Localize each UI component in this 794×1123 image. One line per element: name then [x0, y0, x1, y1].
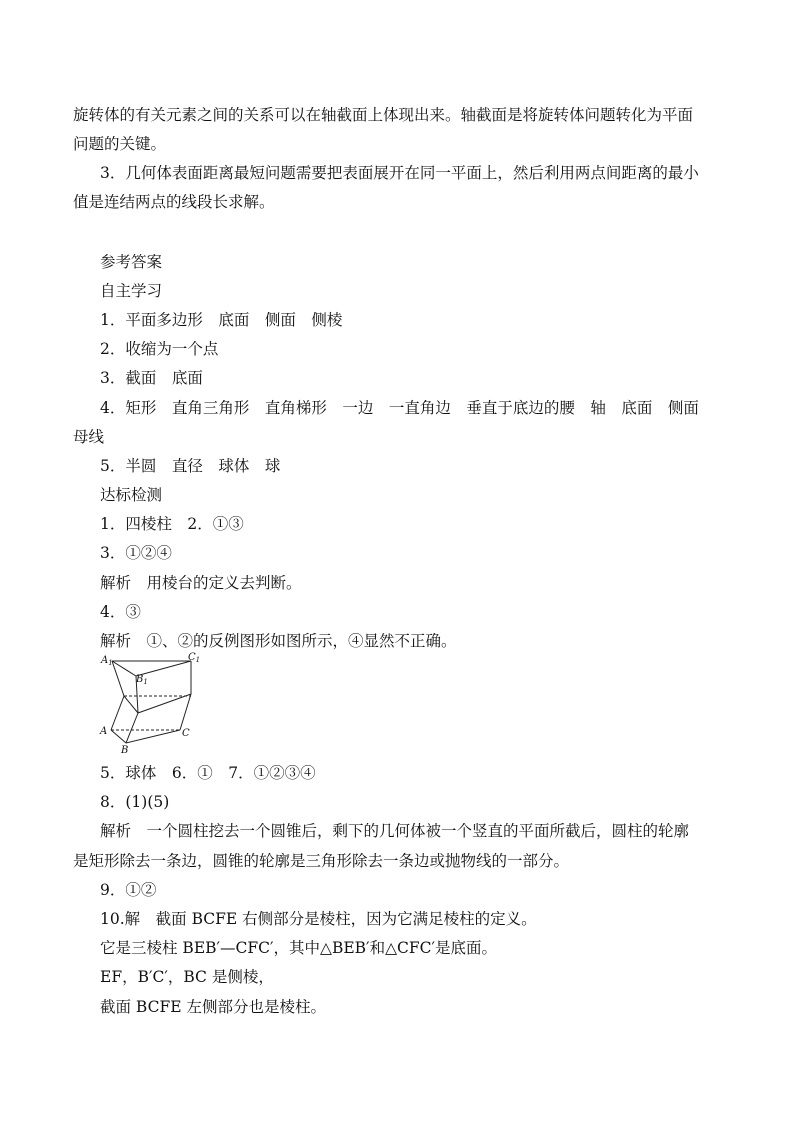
edge-ab	[111, 730, 126, 743]
answer-line: 1．四棱柱 2．①③	[100, 515, 244, 533]
answer-line: 9．①②	[100, 881, 157, 899]
answer-line: 它是三棱柱 BEB′—CFC′，其中△BEB′和△CFC′是底面。	[100, 939, 497, 957]
answer-line: 4．③	[100, 603, 141, 621]
paragraph-line: 问题的关键。	[73, 135, 167, 153]
paragraph-line: 值是连结两点的线段长求解。	[73, 193, 275, 211]
analysis-line: 是矩形除去一条边，圆锥的轮廓是三角形除去一条边或抛物线的一部分。	[73, 852, 570, 870]
analysis-line: 解析 一个圆柱挖去一个圆锥后，剩下的几何体被一个竖直的平面所截后，圆柱的轮廓	[100, 822, 690, 840]
label-c: C	[182, 728, 190, 739]
answer-line: 3．截面 底面	[100, 369, 203, 387]
answer-line: 4．矩形 直角三角形 直角梯形 一边 一直角边 垂直于底边的腰 轴 底面 侧面	[100, 399, 699, 417]
paragraph-line: 旋转体的有关元素之间的关系可以在轴截面上体现出来。轴截面是将旋转体问题转化为平面	[73, 106, 694, 124]
edge-bc	[126, 730, 180, 743]
edge-mid-right	[138, 694, 191, 713]
answer-line: 母线	[73, 428, 105, 446]
prism-counterexample-figure	[98, 652, 210, 754]
edge-c-lower	[180, 694, 191, 730]
analysis-line: 解析 ①、②的反例图形如图所示，④显然不正确。	[100, 632, 457, 650]
answer-line: 10.解 截面 BCFE 右侧部分是棱柱，因为它满足棱柱的定义。	[100, 910, 537, 928]
label-a: A	[100, 726, 108, 737]
answer-line: 截面 BCFE 左侧部分也是棱柱。	[100, 998, 326, 1016]
edge-a1b1	[112, 661, 136, 676]
answer-line: 1．平面多边形 底面 侧面 侧棱	[100, 311, 343, 329]
section-heading-answers: 参考答案	[100, 253, 163, 271]
subsection-heading: 自主学习	[100, 282, 163, 300]
edge-a-lower	[111, 696, 124, 730]
edge-mid-left	[124, 696, 138, 713]
label-b: B	[121, 745, 129, 754]
answer-line: 2．收缩为一个点	[100, 340, 219, 358]
answer-line: 8．(1)(5)	[100, 793, 170, 811]
edge-b1c1	[136, 661, 191, 676]
answer-line: EF，B′C′，BC 是侧棱，	[100, 968, 274, 986]
answer-line: 5．半圆 直径 球体 球	[100, 457, 281, 475]
label-a1: $A_1$	[101, 655, 113, 667]
subsection-heading: 达标检测	[100, 486, 163, 504]
analysis-line: 解析 用棱台的定义去判断。	[100, 574, 302, 592]
edge-b-lower	[126, 713, 138, 743]
answer-line: 3．①②④	[100, 544, 172, 562]
label-c1: $C_1$	[188, 652, 201, 664]
edge-a1-mid	[112, 661, 124, 696]
answer-line: 5．球体 6．① 7．①②③④	[100, 764, 316, 782]
paragraph-line: 3．几何体表面距离最短问题需要把表面展开在同一平面上，然后利用两点间距离的最小	[100, 164, 699, 182]
label-b1: $B_1$	[136, 674, 148, 686]
